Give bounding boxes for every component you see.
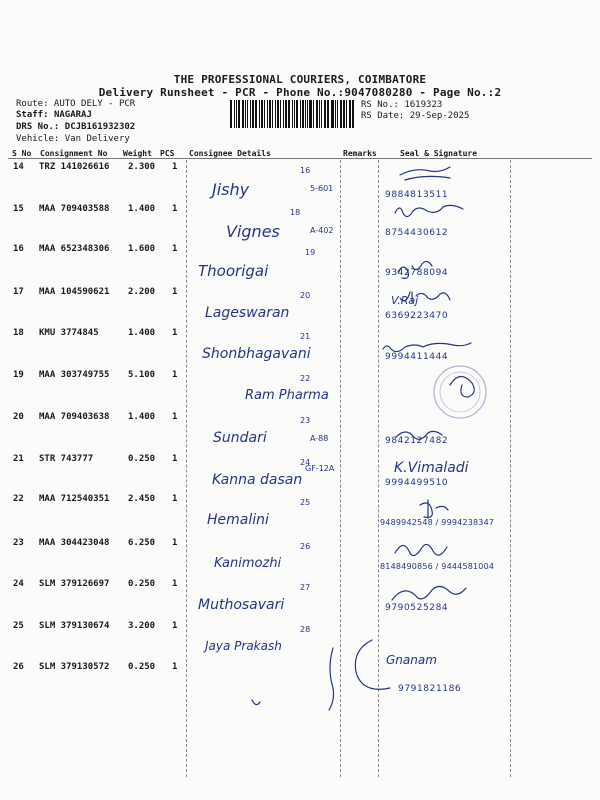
handwritten-number: 16: [300, 166, 311, 175]
row-consignment: MAA 303749755: [39, 370, 110, 380]
row-weight: 2.450: [128, 494, 156, 504]
row-weight: 0.250: [128, 662, 156, 672]
row-pcs: 1: [172, 494, 178, 504]
phone-number: 9994499510: [385, 478, 449, 488]
row-consignment: STR 743777: [39, 454, 94, 464]
row-weight: 0.250: [128, 454, 156, 464]
runsheet-subtitle: Delivery Runsheet - PCR - Phone No.:9047080280 - Page No.:2: [98, 86, 502, 99]
row-consignment: SLM 379130674: [39, 621, 110, 631]
row-consignment: MAA 709403588: [39, 204, 110, 214]
row-pcs: 1: [172, 662, 178, 672]
consignee-flat: GF-12A: [305, 464, 335, 473]
company-title: THE PROFESSIONAL COURIERS, COIMBATORE: [173, 73, 427, 86]
col-consignee: Consignee Details: [189, 149, 271, 158]
consignee-name: Ram Pharma: [245, 388, 329, 403]
handwritten-number: 24: [300, 458, 311, 467]
handwritten-number: 23: [300, 416, 311, 425]
row-sno: 20: [13, 412, 24, 422]
handwritten-number: 21: [300, 332, 311, 341]
row-sno: 19: [13, 370, 24, 380]
row-consignment: MAA 104590621: [39, 287, 110, 297]
row-weight: 2.200: [128, 287, 156, 297]
handwritten-number: 27: [300, 583, 311, 592]
row-sno: 17: [13, 287, 24, 297]
handwritten-number: 26: [300, 542, 311, 551]
row-sno: 23: [13, 538, 24, 548]
handwritten-number: 19: [305, 248, 316, 257]
col-seal: Seal & Signature: [400, 149, 478, 158]
row-pcs: 1: [172, 287, 178, 297]
col-weight: Weight: [123, 149, 152, 158]
handwritten-number: 22: [300, 374, 311, 383]
rs-number: RS No.: 1619323: [361, 100, 443, 110]
col-pcs: PCS: [160, 149, 175, 158]
row-sno: 22: [13, 494, 24, 504]
phone-number: 9842127482: [385, 436, 449, 446]
route-info: Route: AUTO DELY - PCR: [16, 99, 136, 109]
signature-row-17: V.Raj: [391, 294, 419, 307]
row-pcs: 1: [172, 538, 178, 548]
phone-number: 8754430612: [385, 228, 449, 238]
row-consignment: SLM 379126697: [39, 579, 110, 589]
phone-number: 9994411444: [385, 352, 449, 362]
consignee-name: Vignes: [226, 222, 280, 241]
row-pcs: 1: [172, 579, 178, 589]
row-weight: 1.400: [128, 328, 156, 338]
phone-number: 9342788094: [385, 268, 449, 278]
row-consignment: MAA 304423048: [39, 538, 110, 548]
consignee-flat: A-402: [310, 226, 334, 235]
consignee-name: Kanimozhi: [214, 556, 282, 571]
row-weight: 1.400: [128, 412, 156, 422]
phone-number: 9790525284: [385, 603, 449, 613]
row-pcs: 1: [172, 244, 178, 254]
vehicle-info: Vehicle: Van Delivery: [16, 134, 130, 144]
handwritten-number: 28: [300, 625, 311, 634]
row-consignment: TRZ 141026616: [39, 162, 110, 172]
phone-number: 9884813511: [385, 190, 449, 200]
handwritten-number: 18: [290, 208, 301, 217]
row-weight: 5.100: [128, 370, 156, 380]
handwritten-number: 25: [300, 498, 311, 507]
row-weight: 3.200: [128, 621, 156, 631]
row-sno: 25: [13, 621, 24, 631]
staff-info: Staff: NAGARAJ: [16, 110, 92, 120]
row-weight: 6.250: [128, 538, 156, 548]
row-weight: 1.600: [128, 244, 156, 254]
consignee-name: Shonbhagavani: [202, 346, 311, 362]
row-sno: 26: [13, 662, 24, 672]
rs-date: RS Date: 29-Sep-2025: [361, 111, 470, 121]
consignee-name: Muthosavari: [198, 597, 285, 613]
row-consignment: MAA 652348306: [39, 244, 110, 254]
consignee-flat: 5-601: [310, 184, 334, 193]
drs-info: DRS No.: DCJB161932302: [16, 122, 136, 132]
row-consignment: MAA 712540351: [39, 494, 110, 504]
row-sno: 18: [13, 328, 24, 338]
row-sno: 16: [13, 244, 24, 254]
phone-number: 6369223470: [385, 311, 449, 321]
consignee-name: Sundari: [213, 430, 267, 446]
row-pcs: 1: [172, 162, 178, 172]
signature-row-21: K.Vimaladi: [394, 460, 469, 476]
phone-number: 9791821186: [398, 684, 462, 694]
consignee-name: Lageswaran: [205, 305, 290, 321]
consignee-name: Kanna dasan: [212, 472, 303, 488]
row-pcs: 1: [172, 454, 178, 464]
row-weight: 1.400: [128, 204, 156, 214]
row-pcs: 1: [172, 370, 178, 380]
row-sno: 24: [13, 579, 24, 589]
row-sno: 14: [13, 162, 24, 172]
row-sno: 15: [13, 204, 24, 214]
row-consignment: KMU 3774845: [39, 328, 99, 338]
row-sno: 21: [13, 454, 24, 464]
row-weight: 0.250: [128, 579, 156, 589]
col-sno: S No: [12, 149, 32, 158]
row-consignment: MAA 709403638: [39, 412, 110, 422]
consignee-name: Jishy: [212, 180, 250, 199]
row-weight: 2.300: [128, 162, 156, 172]
row-pcs: 1: [172, 621, 178, 631]
consignee-name: Hemalini: [207, 512, 269, 528]
row-pcs: 1: [172, 328, 178, 338]
phone-number: 8148490856 / 9444581004: [380, 562, 495, 571]
col-consignment: Consignment No: [40, 149, 108, 158]
signature-row-26: Gnanam: [386, 653, 437, 667]
consignee-name: Thoorigai: [198, 262, 269, 280]
phone-number: 9489942548 / 9994238347: [380, 518, 495, 527]
handwritten-number: 20: [300, 291, 311, 300]
row-pcs: 1: [172, 412, 178, 422]
consignee-name: Jaya Prakash: [205, 639, 282, 653]
consignee-flat: A-88: [310, 434, 329, 443]
row-consignment: SLM 379130572: [39, 662, 110, 672]
col-remarks: Remarks: [343, 149, 377, 158]
row-pcs: 1: [172, 204, 178, 214]
